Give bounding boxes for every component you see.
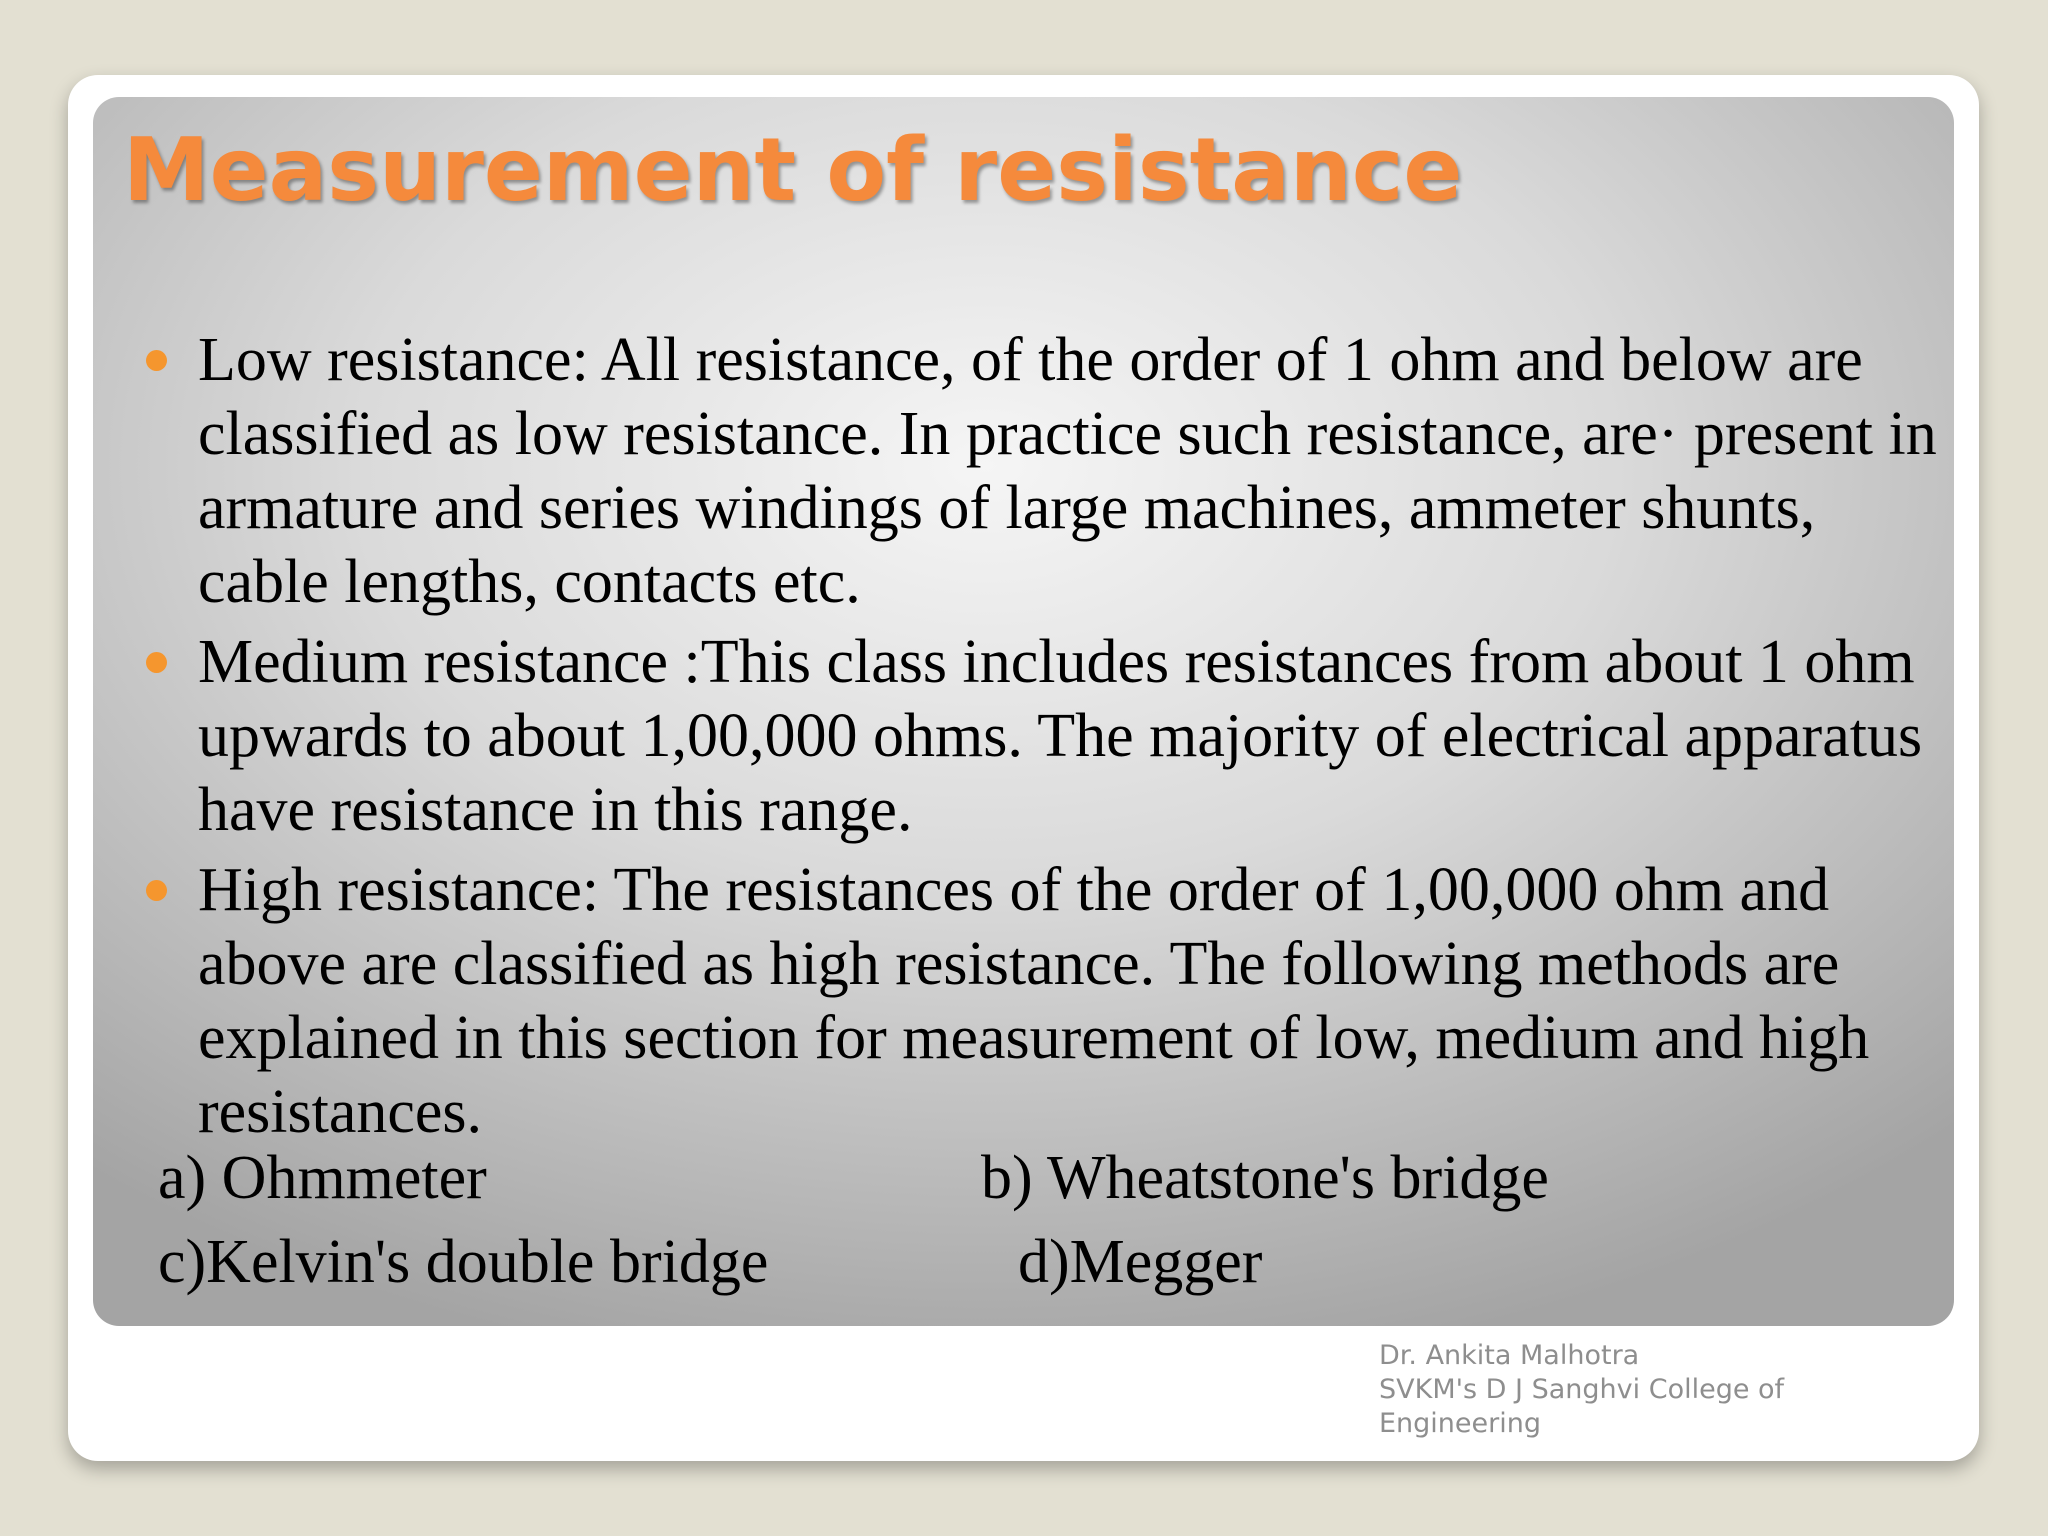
bullet-list bbox=[198, 323, 1938, 1149]
orange-dot-icon bbox=[146, 350, 167, 371]
method-wheatstone-bridge: b) Wheatstone's bridge bbox=[981, 1144, 1549, 1212]
bullet-text: Medium resistance :This class includes resistances from about 1 ohm upwards to about 1,00,000 ohms. The majority of electrical apparatus have resistance in this range. bbox=[198, 628, 1923, 844]
orange-dot-icon bbox=[146, 652, 167, 673]
footer-author: Dr. Ankita Malhotra bbox=[1379, 1340, 1640, 1371]
methods-list bbox=[93, 1127, 1954, 1307]
bullet-text: Low resistance: All resistance, of the order of 1 ohm and below are classified as low resistance. In practice such resistance, are· present in armature and series windings of large machines, ammeter shunts, cable lengths, contacts etc. bbox=[198, 326, 1937, 616]
footer-institution-line2: Engineering bbox=[1379, 1408, 1541, 1439]
slide-card bbox=[68, 75, 1979, 1461]
slide-content-panel bbox=[93, 97, 1954, 1326]
footer-institution-line1: SVKM's D J Sanghvi College of bbox=[1379, 1374, 1785, 1405]
slide-footer bbox=[1379, 1339, 1879, 1441]
bullet-item-low-resistance bbox=[198, 323, 1938, 619]
bullet-text: High resistance: The resistances of the order of 1,00,000 ohm and above are classified as high resistance. The following methods are explained in this section for measurement of low, medium and high resistances. bbox=[198, 856, 1870, 1146]
method-kelvin-double-bridge: c)Kelvin's double bridge bbox=[158, 1228, 769, 1296]
orange-dot-icon bbox=[146, 880, 167, 901]
method-megger: d)Megger bbox=[1018, 1228, 1263, 1296]
slide-title: Measurement of resistance bbox=[123, 119, 1463, 221]
bullet-item-high-resistance bbox=[198, 853, 1938, 1149]
bullet-item-medium-resistance bbox=[198, 625, 1938, 847]
method-ohmmeter: a) Ohmmeter bbox=[158, 1144, 487, 1212]
